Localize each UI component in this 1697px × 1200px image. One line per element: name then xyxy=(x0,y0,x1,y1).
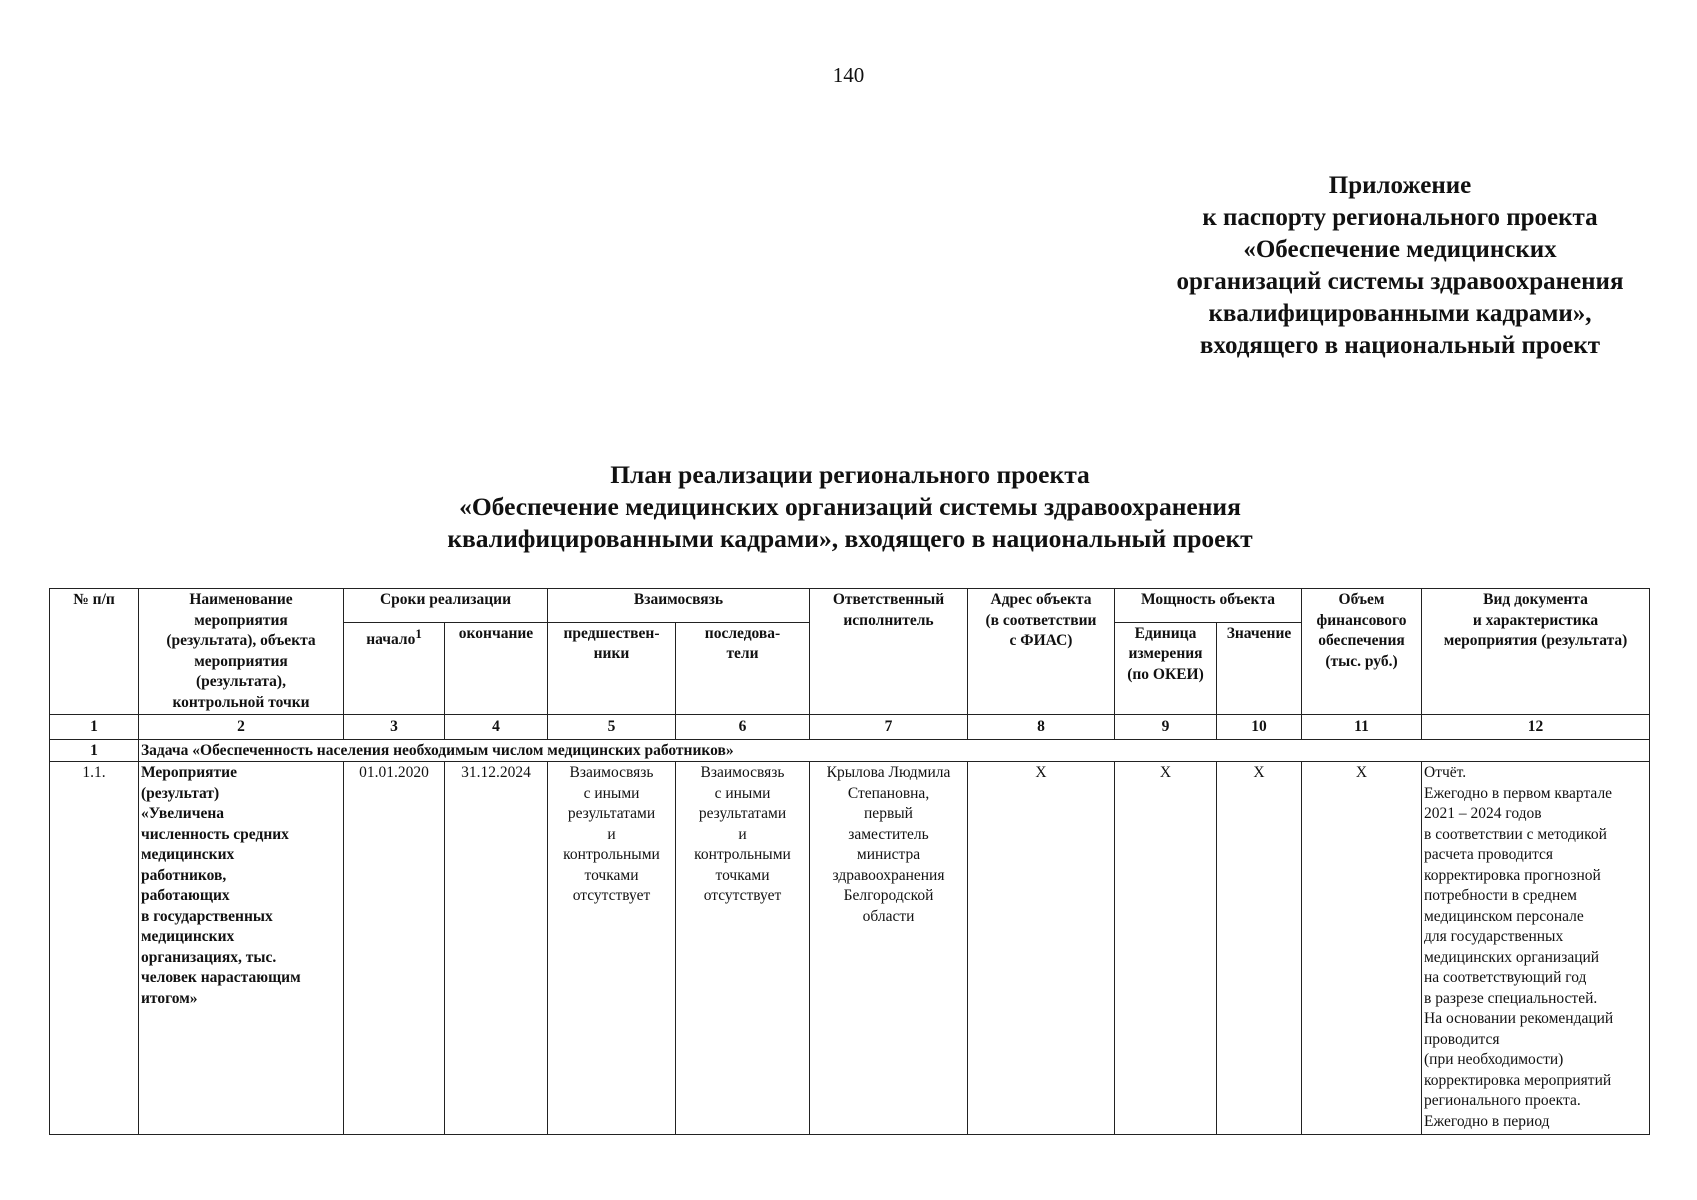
task-number: 1 xyxy=(50,740,139,762)
col-doc-header: Вид документа и характеристика мероприятия (результата) xyxy=(1422,589,1650,715)
title-line: «Обеспечение медицинских организаций системы здравоохранения xyxy=(459,492,1241,521)
column-number: 2 xyxy=(139,715,344,740)
row-value: Х xyxy=(1217,762,1302,1135)
column-number: 8 xyxy=(968,715,1115,740)
appendix-heading xyxy=(1120,170,1680,362)
row-unit: Х xyxy=(1115,762,1217,1135)
row-start-date: 01.01.2020 xyxy=(344,762,445,1135)
col-responsible-header: Ответственный исполнитель xyxy=(810,589,968,715)
col-value-header: Значение xyxy=(1217,622,1302,714)
appendix-line: организаций системы здравоохранения xyxy=(1176,268,1624,295)
col-end-header: окончание xyxy=(445,622,548,714)
row-finance: Х xyxy=(1302,762,1422,1135)
row-number: 1.1. xyxy=(50,762,139,1135)
column-number-row xyxy=(50,715,1650,740)
col-unit-header: Единица измерения (по ОКЕИ) xyxy=(1115,622,1217,714)
row-doc: Отчёт. Ежегодно в первом квартале 2021 – 2024 годов в соответствии с методикой расчета проводится корректировка прогнозной потребности в среднем медицинском персонале для государственных медицинских организаций на соответствующий год в разрезе специальностей. На основании рекомендаций проводится (при необходимости) корректировка мероприятий регионального проекта. Ежегодно в период xyxy=(1422,762,1650,1135)
col-num-header: № п/п xyxy=(50,589,139,715)
title-line: квалифицированными кадрами», входящего в национальный проект xyxy=(447,524,1253,553)
row-predecessors: Взаимосвязь с иными результатами и контрольными точками отсутствует xyxy=(548,762,676,1135)
column-number: 12 xyxy=(1422,715,1650,740)
col-capacity-header: Мощность объекта xyxy=(1115,589,1302,623)
column-number: 9 xyxy=(1115,715,1217,740)
column-number: 4 xyxy=(445,715,548,740)
appendix-line: входящего в национальный проект xyxy=(1199,332,1601,359)
row-responsible: Крылова Людмила Степановна, первый заместитель министра здравоохранения Белгородской области xyxy=(810,762,968,1135)
appendix-line: квалифицированными кадрами», xyxy=(1208,300,1592,327)
col-name-header: Наименование мероприятия (результата), объекта мероприятия (результата), контрольной точки xyxy=(139,589,344,715)
col-start-header xyxy=(344,622,445,714)
start-label: начало xyxy=(366,630,416,648)
column-number: 10 xyxy=(1217,715,1302,740)
appendix-line: «Обеспечение медицинских xyxy=(1243,236,1557,263)
column-number: 6 xyxy=(676,715,810,740)
plan-title xyxy=(300,459,1400,555)
task-text: Задача «Обеспеченность населения необходимым числом медицинских работников» xyxy=(139,740,1650,762)
column-number: 5 xyxy=(548,715,676,740)
col-terms-header: Сроки реализации xyxy=(344,589,548,623)
page-number: 140 xyxy=(832,63,865,87)
table-row xyxy=(50,762,1650,1135)
row-name: Мероприятие (результат) «Увеличена численность средних медицинских работников, работающих в государственных медицинских организациях, тыс. человек нарастающим итогом» xyxy=(139,762,344,1135)
row-successors: Взаимосвязь с иными результатами и контрольными точками отсутствует xyxy=(676,762,810,1135)
footnote-mark: 1 xyxy=(415,625,422,641)
column-number: 11 xyxy=(1302,715,1422,740)
task-row xyxy=(50,740,1650,762)
col-successors-header: последова- тели xyxy=(676,622,810,714)
title-line: План реализации регионального проекта xyxy=(610,460,1090,489)
appendix-line: к паспорту регионального проекта xyxy=(1202,204,1598,231)
col-link-header: Взаимосвязь xyxy=(548,589,810,623)
row-end-date: 31.12.2024 xyxy=(445,762,548,1135)
plan-table xyxy=(49,588,1650,1135)
row-address: Х xyxy=(968,762,1115,1135)
column-number: 3 xyxy=(344,715,445,740)
appendix-line: Приложение xyxy=(1328,172,1472,199)
column-number: 1 xyxy=(50,715,139,740)
col-address-header: Адрес объекта (в соответствии с ФИАС) xyxy=(968,589,1115,715)
header-row-1 xyxy=(50,589,1650,623)
col-finance-header: Объем финансового обеспечения (тыс. руб.) xyxy=(1302,589,1422,715)
col-predecessors-header: предшествен- ники xyxy=(548,622,676,714)
column-number: 7 xyxy=(810,715,968,740)
